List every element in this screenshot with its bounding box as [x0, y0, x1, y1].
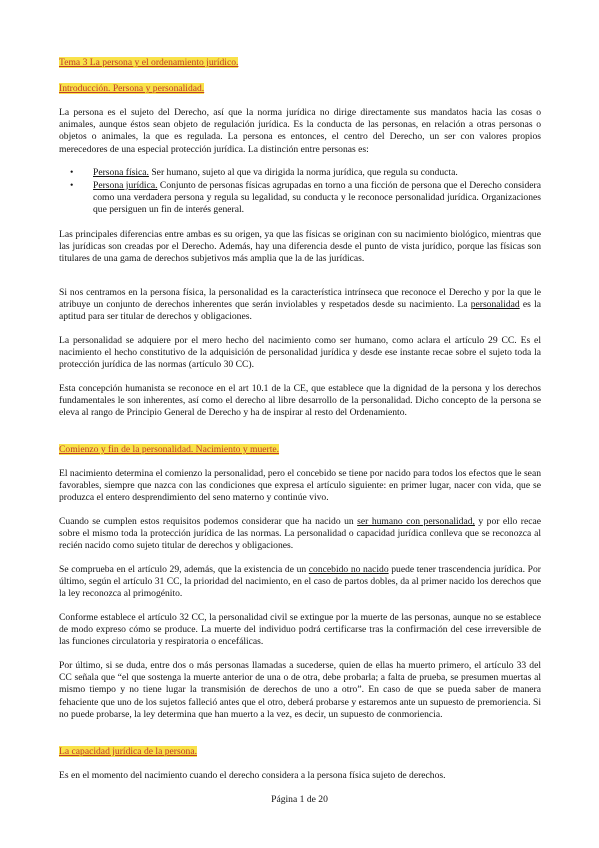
paragraph-muerte: Conforme establece el artículo 32 CC, la personalidad civil se extingue por la muerte de las personas, aunque no se establece de modo expreso cómo se produce. La muerte del individuo podrá certificarse tras la confirmación del cese irreversible de las funciones circulatoria y respiratoria o encefálicas.	[59, 612, 541, 648]
bullet-persona-fisica: Persona física. Ser humano, sujeto al que va dirigida la norma jurídica, que regula su conducta.	[93, 167, 458, 178]
page-number: Página 1 de 20	[271, 794, 328, 805]
document-title: Tema 3 La persona y el ordenamiento jurídico.	[59, 57, 239, 68]
paragraph-diferencias: Las principales diferencias entre ambas es su origen, ya que las físicas se originan con su nacimiento biológico, mientras que las jurídicas son creadas por el Derecho. Además, hay una diferencia desde el punto de vista jurídico, porque las físicas son titulares de una gama de derechos subjetivos más amplia que la de las jurídicas.	[59, 229, 541, 265]
paragraph-adquisicion: La personalidad se adquiere por el mero hecho del nacimiento como ser humano, como aclara el artículo 29 CC. Es el nacimiento el hecho constitutivo de la adquisición de personalidad jurídica y desde ese instante recae sobre el sujeto toda la protección jurídica de las normas (artículo 30 CC).	[59, 335, 541, 371]
heading-introduccion: Introducción. Persona y personalidad.	[59, 83, 205, 94]
paragraph-persona-sujeto: La persona es el sujeto del Derecho, así que la norma jurídica no dirige directamente sus mandatos hacia las cosas o animales, aunque éstos sean objeto de regulación jurídica. Es la conducta de las personas, en relación a otras personas o objetos o animales, la que es regulada. La persona es entonces, el centro del Derecho, un ser con valores propios merecedores de una especial protección jurídica. La distinción entre personas es:	[59, 107, 541, 155]
paragraph-nacimiento: El nacimiento determina el comienzo la personalidad, pero el concebido se tiene por nacido para todos los efectos que le sean favorables, siempre que nazca con las condiciones que expresa el artículo siguiente: en primer lugar, nacer con vida, que se produzca el entero desprendimiento del seno materno y continúe vivo.	[59, 468, 541, 504]
paragraph-concebido: Se comprueba en el artículo 29, además, que la existencia de un concebido no nacido puede tener trascendencia jurídica. Por último, según el artículo 31 CC, la prioridad del nacimiento, en el caso de partos dobles, da al primer nacido los derechos que la ley reconozca al primogénito.	[59, 564, 541, 600]
bullet-icon: •	[70, 167, 74, 178]
heading-comienzo-fin: Comienzo y fin de la personalidad. Nacimiento y muerte.	[59, 444, 280, 455]
paragraph-personalidad: Si nos centramos en la persona física, la personalidad es la característica intrínseca que reconoce el Derecho y por la que le atribuye un conjunto de derechos inherentes que serán inviolables y respetados desde su nacimiento. La personalidad es la aptitud para ser titular de derechos y obligaciones.	[59, 287, 541, 323]
paragraph-requisitos: Cuando se cumplen estos requisitos podemos considerar que ha nacido un ser humano con personalidad, y por ello recae sobre el mismo toda la protección jurídica de las normas. La personalidad o capacidad jurídica conlleva que se reconozca al recién nacido como sujeto titular de derechos y obligaciones.	[59, 516, 542, 552]
paragraph-concepcion-humanista: Esta concepción humanista se reconoce en el art 10.1 de la CE, que establece que la dignidad de la persona y los derechos fundamentales le son inherentes, así como el derecho al libre desarrollo de la personalidad. Dicho concepto de la persona se eleva al rango de Principio General de Derecho y ha de inspirar al resto del Ordenamiento.	[59, 383, 541, 419]
paragraph-momento-nacimiento: Es en el momento del nacimiento cuando el derecho considera a la persona física sujeto de derechos.	[59, 770, 446, 781]
bullet-icon: •	[70, 180, 74, 191]
paragraph-premoriencia: Por último, si se duda, entre dos o más personas llamadas a sucederse, quien de ellas ha muerto primero, el artículo 33 del CC señala que “el que sostenga la muerte anterior de una o de otra, debe probarla; a falta de prueba, se presumen muertas al mismo tiempo y no tiene lugar la transmisión de derechos de uno a otro”. En caso de que se pueda saber de manera fehaciente que uno de los sujetos falleció antes que el otro, deberá probarse y estaremos ante un supuesto de premoriencia. Si no puede probarse, la ley determina que han muerto a la vez, es decir, un supuesto de conmoriencia.	[59, 660, 541, 720]
heading-capacidad-juridica: La capacidad jurídica de la persona.	[59, 746, 197, 757]
bullet-persona-juridica: Persona jurídica. Conjunto de personas físicas agrupadas en torno a una ficción de persona que el Derecho considera como una verdadera persona y regula su legalidad, su conducta y le reconoce personalidad jurídica. Organizaciones que persiguen un fin de interés general.	[93, 180, 541, 216]
